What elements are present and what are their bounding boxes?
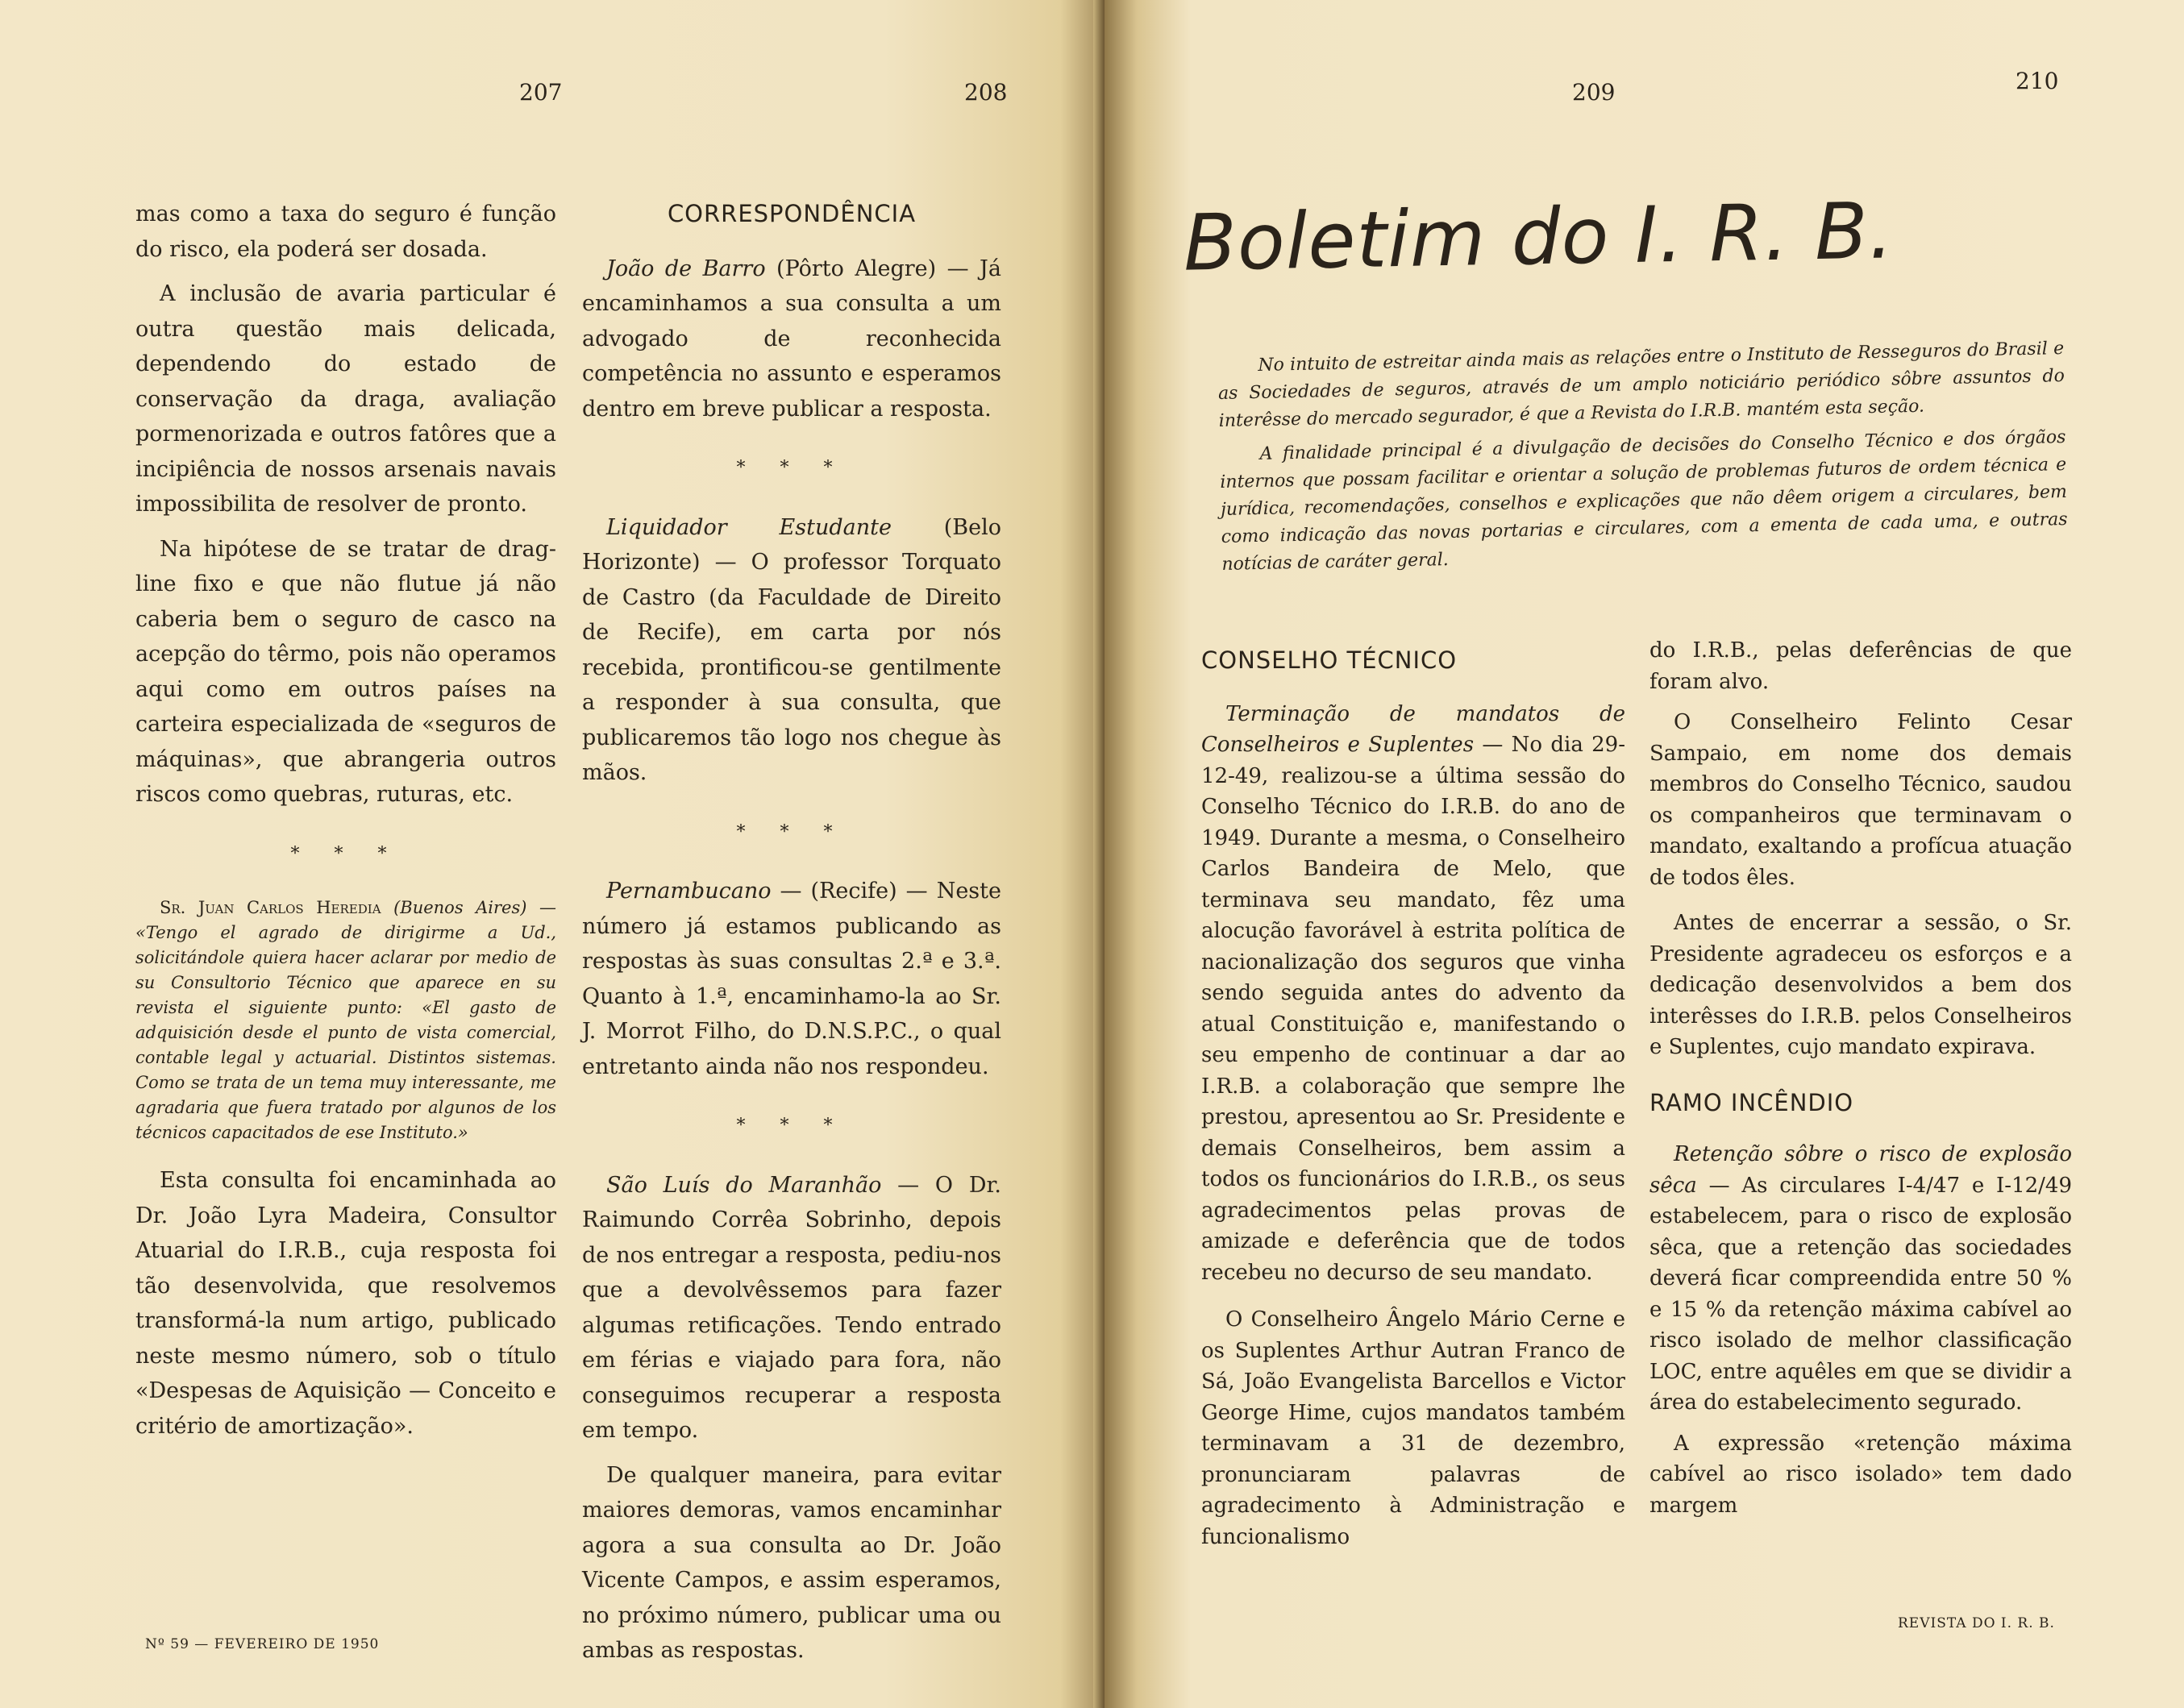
letter-text: — «Tengo el agrado de dirigirme a Ud., solicitándole quiera hacer aclarar por medio de su Consultorio Técnico que aparece en su revista el siguiente punto: «El gasto de adquisición desde el punto de vista comercial, contable legal y actuarial. Distintos sistemas. Como se trata de un tema muy interessante, me agradaria que fuera tratado por algunos de los técnicos capacitados de ese Instituto.» xyxy=(135,898,556,1142)
paragraph-lead: Retenção sôbre o risco de explosão sêca xyxy=(1649,1142,2072,1198)
letter-entry xyxy=(582,251,1001,427)
paragraph: De qualquer maneira, para evitar maiores demoras, vamos encaminhar agora a sua consulta ao Dr. João Vicente Campos, e assim esperamos, no próximo número, publicar uma ou ambas as respostas. xyxy=(582,1462,1001,1663)
entry-text: — (Recife) — Neste número já estamos publicando as respostas às suas consultas 2.ª e 3.ª. Quanto à 1.ª, encaminhamo-la ao Sr. J. Morrot Filho, do D.N.S.P.C., o qual entretanto ainda não nos respondeu. xyxy=(582,879,1001,1079)
entry-name: Pernambucano xyxy=(606,879,772,904)
entry-text: (Pôrto Alegre) — Já encaminhamos a sua consulta a um advogado de reconhecida competência no assunto e esperamos dentro em breve publicar a resposta. xyxy=(582,256,1001,422)
intro-paragraph: A finalidade principal é a divulgação de decisões do Conselho Técnico e dos órgãos internos que possam facilitar e orientar a solução de problemas futuros de ordem técnica e jurídica, recomendações, conselhos e explicações que não dêem origem a circulares, bem como indicação das novas portarias e circulares, com a ementa de cada uma, e outras notícias de caráter geral. xyxy=(1220,426,2068,575)
paragraph-text: — As circulares I-4/47 e I-12/49 estabelecem, para o risco de explosão sêca, que a retenção das sociedades deverá ficar compreendida entre 50 % e 15 % da retenção máxima cabível ao risco isolado de melhor classificação LOC, entre aquêles em que se dividir a área do estabelecimento segurado. xyxy=(1649,1173,2072,1415)
section-divider: * * * xyxy=(736,821,847,842)
letter-quote xyxy=(135,896,556,1145)
paragraph: Na hipótese de se tratar de drag-line fixo e que não flutue já não caberia bem o seguro de casco na acepção do têrmo, pois não operamos aqui como em outros países na carteira especializada de «seguros de máquinas», que abrangeria outros riscos como quebras, ruturas, etc. xyxy=(135,536,556,807)
left-column-2 xyxy=(582,197,1001,1678)
paragraph xyxy=(1649,1139,2072,1419)
paragraph: O Conselheiro Felinto Cesar Sampaio, em nome dos demais membros do Conselho Técnico, saudou os companheiros que terminavam o mandato, exaltando a profícua atuação de todos êles. xyxy=(1649,710,2072,890)
page-number-210: 210 xyxy=(2016,68,2059,94)
paragraph-lead: Terminação de mandatos de Conselheiros e Suplentes xyxy=(1201,701,1625,757)
page-number-208: 208 xyxy=(964,79,1008,106)
section-divider: * * * xyxy=(290,843,401,864)
entry-name: São Luís do Maranhão xyxy=(606,1172,882,1198)
paragraph: Antes de encerrar a sessão, o Sr. Presidente agradeceu os esforços e a dedicação desenvolvidos a bem dos interêsses do I.R.B. pelos Conselheiros e Suplentes, cujo mandato expirava. xyxy=(1649,911,2072,1059)
letter-entry xyxy=(582,874,1001,1084)
entry-text: — O Dr. Raimundo Corrêa Sobrinho, depois de nos entregar a resposta, pediu-nos que a devolvêssemos para fazer algumas retificações. Tendo entrado em férias e viajado para fora, não conseguimos recuperar a resposta em tempo. xyxy=(582,1172,1001,1443)
entry-name: Liquidador Estudante xyxy=(606,514,892,540)
paragraph: Esta consulta foi encaminhada ao Dr. João Lyra Madeira, Consultor Atuarial do I.R.B., cuja resposta foi tão desenvolvida, que resolvemos transformá-la num artigo, publicado neste mesmo número, sob o título «Despesas de Aquisição — Conceito e critério de amortização». xyxy=(135,1168,556,1439)
section-heading: CONSELHO TÉCNICO xyxy=(1201,646,1458,674)
paragraph: A expressão «retenção máxima cabível ao risco isolado» tem dado margem xyxy=(1649,1431,2072,1518)
letter-city: (Buenos Aires) xyxy=(393,898,527,917)
section-divider: * * * xyxy=(736,458,847,478)
footer-issue: Nº 59 — FEVEREIRO DE 1950 xyxy=(145,1636,380,1652)
letter-entry xyxy=(582,510,1001,791)
footer-journal: REVISTA DO I. R. B. xyxy=(1898,1615,2055,1631)
section-heading: RAMO INCÊNDIO xyxy=(1649,1088,1854,1116)
paragraph: do I.R.B., pelas deferências de que foram alvo. xyxy=(1649,638,2072,694)
letter-entry xyxy=(582,1168,1001,1448)
right-column-2 xyxy=(1649,635,2072,1531)
right-column-1 xyxy=(1201,645,1625,1562)
section-heading: CORRESPONDÊNCIA xyxy=(667,200,917,227)
intro-paragraph: No intuito de estreitar ainda mais as relações entre o Instituto de Resseguros do Brasil e as Sociedades de seguros, através de um amplo noticiário periódico sôbre assuntos do interêsse do mercado segurador, é que a Revista do I.R.B. mantém esta seção. xyxy=(1217,339,2065,431)
left-column-1 xyxy=(135,197,556,1453)
page-number-207: 207 xyxy=(519,79,563,106)
entry-text: (Belo Horizonte) — O professor Torquato de Castro (da Faculdade de Direito de Recife), em carta por nós recebida, prontificou-se gentilmente a responder à sua consulta, que publicaremos tão logo nos chegue às mãos. xyxy=(582,514,1002,785)
paragraph: O Conselheiro Ângelo Mário Cerne e os Suplentes Arthur Autran Franco de Sá, João Evangelista Barcellos e Victor George Hime, cujos mandatos também terminavam a 31 de dezembro, pronunciaram palavras de agradecimento à Administração e funcionalismo xyxy=(1201,1307,1625,1549)
letter-author: Sr. Juan Carlos Heredia xyxy=(160,898,381,917)
paragraph: mas como a taxa do seguro é função do risco, ela poderá ser dosada. xyxy=(135,202,556,262)
paragraph xyxy=(1201,699,1625,1289)
bulletin-intro xyxy=(1217,335,2069,585)
section-divider: * * * xyxy=(736,1116,847,1136)
paragraph-text: — No dia 29-12-49, realizou-se a última sessão do Conselho Técnico do I.R.B. do ano de 1949. Durante a mesma, o Conselheiro Carlos Bandeira de Melo, que terminava seu mandato, fêz uma alocução favorável à estrita política de nacionalização dos seguros que vinha sendo seguida antes do advento da atual Constituição e, manifestando o seu empenho de continuar a dar ao I.R.B. a colaboração que sempre lhe prestou, apresentou ao Sr. Presidente e demais Conselheiros, bem assim a todos os funcionários do I.R.B., os seus agradecimentos pelas provas de amizade e deferência que de todos recebeu no decurso de seu mandato. xyxy=(1201,733,1626,1285)
bulletin-title: Boletim do I. R. B. xyxy=(1183,185,1895,289)
entry-name: João de Barro xyxy=(606,256,766,281)
paragraph: A inclusão de avaria particular é outra questão mais delicada, dependendo do estado de conservação da draga, avaliação pormenorizada e outros fatôres que a incipiência de nossos arsenais navais impossibilita de resolver de pronto. xyxy=(135,281,556,517)
page-number-209: 209 xyxy=(1572,79,1616,106)
